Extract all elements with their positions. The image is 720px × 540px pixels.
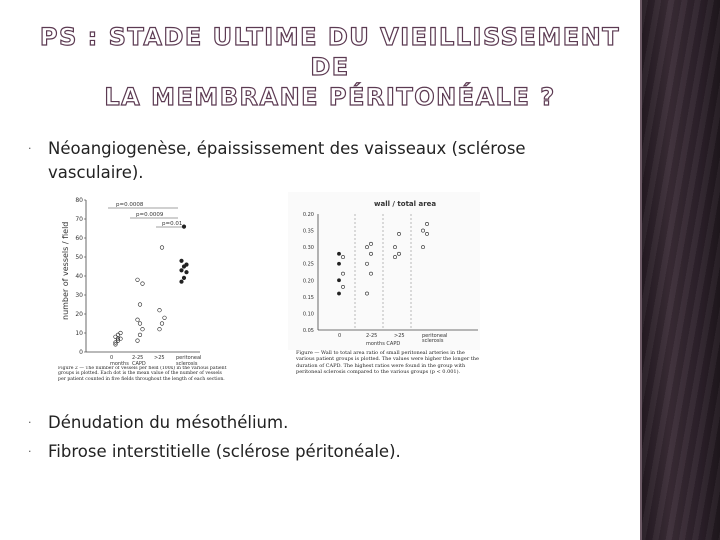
chart-2-x-group-label: months CAPD — [366, 341, 401, 347]
y-tick-label: 50 — [75, 254, 83, 261]
slide-title — [30, 22, 630, 112]
p-annotation-1: p=0.0008 — [116, 202, 144, 208]
y-tick-label: 80 — [75, 197, 83, 204]
bullet-dot: · — [28, 142, 32, 155]
bullet-dot: · — [28, 416, 32, 429]
title-line-1: PS : STADE ULTIME DU VIEILLISSEMENT DE — [39, 23, 621, 81]
x-category-label: 0 — [338, 333, 342, 339]
bullet-3-text: Fibrose interstitielle (sclérose péritonéale). — [48, 442, 401, 461]
x-category-label: 0 — [110, 355, 114, 361]
bullet-dot: · — [28, 445, 32, 458]
x-category-label: >25 — [154, 355, 165, 361]
y-tick-label: 30 — [75, 292, 83, 299]
y-tick-label: 10 — [75, 330, 83, 337]
y-tick-label: 20 — [75, 311, 83, 318]
data-point — [337, 279, 340, 282]
data-point — [180, 269, 184, 273]
y-tick-label: 60 — [75, 235, 83, 242]
x-category-sublabel: sclerosis — [422, 338, 444, 344]
data-point — [185, 270, 189, 274]
figure-caption-2: Figure — Wall to total area ratio of small peritoneal arteries in the various patient groups is plotted. The values were higher the longer the duration of CAPD. The highest ratios were found in the group with peritoneal sclerosis compared to the various groups (p < 0.001). — [296, 350, 479, 375]
bullet-2-text: Dénudation du mésothélium. — [48, 413, 289, 432]
y-tick-label: 40 — [75, 273, 83, 280]
p-annotation-3: p=0.01 — [162, 221, 183, 227]
data-point — [337, 262, 340, 265]
y-tick-label: 0.30 — [302, 245, 314, 252]
data-point — [185, 263, 189, 267]
x-category-sublabel: sclerosis — [176, 361, 198, 367]
y-tick-label: 0.35 — [302, 228, 314, 235]
bullet-1-line-1: Néoangiogenèse, épaississement des vaisseaux (sclérose — [48, 139, 526, 158]
x-category-label: peritoneal — [422, 333, 448, 339]
data-point — [337, 252, 340, 255]
y-tick-label: 0.25 — [302, 261, 314, 268]
x-category-sublabel: CAPD — [132, 361, 146, 367]
x-category-sublabel: months — [110, 361, 129, 367]
x-category-label: >25 — [394, 333, 405, 339]
y-tick-label: 0.20 — [302, 278, 314, 285]
figure-2-caption: Figure 2 — The number of vessels per field (100x) in the various patient groups is plotted. Each dot is the mean value of the number of vessels per patient counted in five fields throughout the length of each section. — [58, 366, 227, 382]
data-point — [182, 225, 186, 229]
bullet-1-line-2: vasculaire). — [48, 163, 144, 182]
y-axis-label: number of vessels / field — [61, 221, 70, 320]
data-point — [180, 280, 184, 284]
x-category-label: 2-25 — [366, 333, 378, 339]
y-tick-label: 70 — [75, 216, 83, 223]
y-tick-label: 0.15 — [302, 294, 314, 301]
data-point — [337, 292, 340, 295]
data-point — [180, 259, 184, 263]
y-tick-label: 0.05 — [302, 328, 314, 334]
data-point — [182, 276, 186, 280]
chart-2-title: wall / total area — [374, 200, 437, 208]
y-tick-label: 0.10 — [302, 311, 314, 318]
chart-wall-ratio — [288, 192, 482, 388]
y-tick-label: 0 — [79, 349, 83, 356]
title-line-2: LA MEMBRANE PÉRITONÉALE ? — [104, 83, 556, 111]
x-category-label: peritoneal — [176, 355, 202, 361]
figure-image — [58, 192, 488, 388]
p-annotation-2: p=0.0009 — [136, 212, 164, 218]
decorative-sidebar — [642, 0, 720, 540]
x-category-label: 2-25 — [132, 355, 144, 361]
y-tick-label: 0.20 — [302, 212, 314, 218]
